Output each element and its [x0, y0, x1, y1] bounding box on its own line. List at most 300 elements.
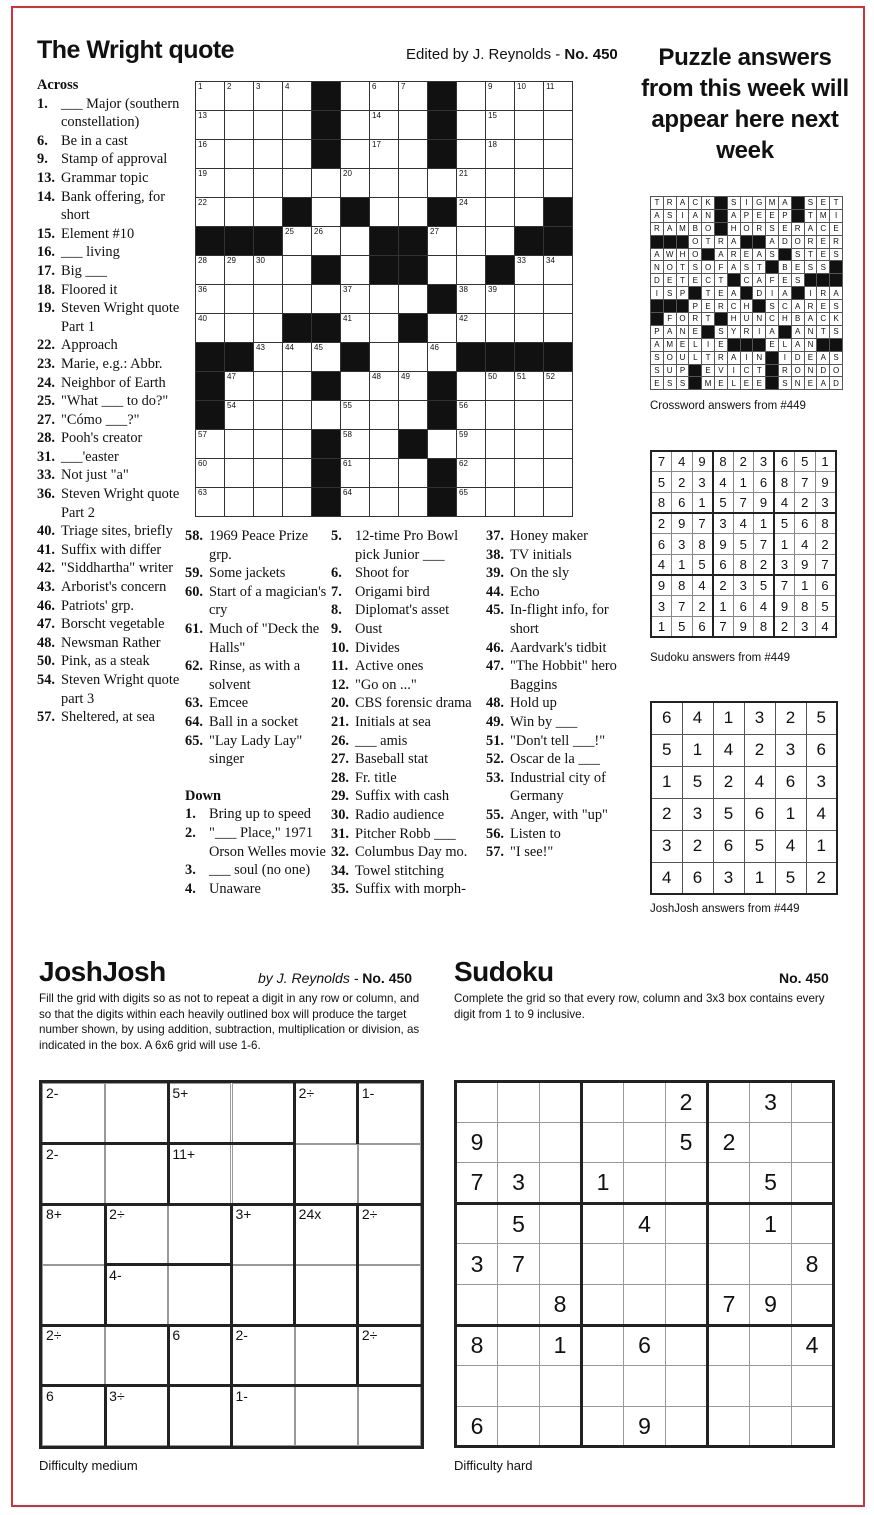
sudoku-answer-cell: 9	[651, 575, 672, 596]
sudoku-cell[interactable]: 4	[792, 1325, 834, 1366]
joshjosh-cell[interactable]	[295, 1386, 358, 1447]
sudoku-cell[interactable]	[582, 1406, 624, 1447]
answer-letter: S	[663, 287, 676, 300]
answer-letter: S	[804, 197, 817, 210]
joshjosh-cell[interactable]	[105, 1144, 168, 1205]
sudoku-cell[interactable]	[540, 1244, 582, 1285]
clue-number: 27.	[37, 411, 55, 428]
clue-text: In-flight info, for short	[510, 602, 609, 637]
sudoku-cell[interactable]: 3	[750, 1082, 792, 1123]
crossword-cell	[399, 401, 428, 430]
answer-letter: I	[676, 209, 689, 222]
joshjosh-cell[interactable]: 6	[42, 1386, 105, 1447]
black-square	[457, 343, 486, 372]
clue	[331, 564, 483, 583]
answer-black-square	[651, 300, 664, 313]
sudoku-cell[interactable]: 8	[540, 1284, 582, 1325]
joshjosh-answer-cell: 3	[713, 862, 744, 894]
joshjosh-cell[interactable]: 1-	[232, 1386, 295, 1447]
sudoku-cell[interactable]: 7	[498, 1244, 540, 1285]
joshjosh-answer-cell: 4	[775, 830, 806, 862]
answer-letter: E	[804, 351, 817, 364]
sudoku-title: Sudoku	[454, 956, 554, 987]
sudoku-cell[interactable]	[498, 1366, 540, 1407]
sudoku-cell[interactable]	[666, 1366, 708, 1407]
crossword-cell	[428, 314, 457, 343]
crossword-cell	[312, 343, 341, 372]
answer-letter: T	[830, 197, 843, 210]
clue-column-4	[486, 527, 626, 862]
crossword-cell	[457, 82, 486, 111]
sudoku-number: No. 450	[779, 970, 829, 986]
joshjosh-answer-cell: 5	[682, 766, 713, 798]
sudoku-cell[interactable]: 7	[708, 1284, 750, 1325]
answer-letter: A	[791, 300, 804, 313]
cell-number: 20	[343, 169, 352, 178]
answer-letter: E	[740, 248, 753, 261]
sudoku-cell[interactable]	[498, 1325, 540, 1366]
crossword-cell	[544, 488, 573, 517]
sudoku-cell[interactable]	[624, 1082, 666, 1123]
clue-text: Ball in a socket	[209, 713, 299, 730]
clue	[486, 546, 626, 565]
cell-number: 13	[198, 111, 207, 120]
sudoku-answer-cell: 3	[692, 472, 713, 493]
sudoku-cell[interactable]	[582, 1325, 624, 1366]
joshjosh-cell[interactable]	[295, 1144, 358, 1205]
sudoku-cell[interactable]	[582, 1244, 624, 1285]
answer-letter: F	[663, 313, 676, 326]
clue-text: Borscht vegetable	[61, 616, 165, 633]
crossword-cell	[486, 488, 515, 517]
answer-black-square	[663, 235, 676, 248]
sudoku-cell[interactable]	[624, 1244, 666, 1285]
clue-number: 15.	[37, 225, 55, 242]
joshjosh-cell[interactable]	[295, 1325, 358, 1386]
sudoku-cell[interactable]	[750, 1406, 792, 1447]
joshjosh-cell[interactable]: 2÷	[358, 1325, 421, 1386]
sudoku-cell[interactable]: 3	[456, 1244, 498, 1285]
crossword-cell	[544, 140, 573, 169]
crossword-cell	[283, 459, 312, 488]
answer-letter: S	[791, 274, 804, 287]
down-list	[185, 805, 329, 898]
crossword-cell	[254, 459, 283, 488]
crossword-cell	[544, 430, 573, 459]
sudoku-answer-cell: 4	[651, 554, 672, 575]
crossword-cell	[196, 169, 225, 198]
joshjosh-cell[interactable]: 1-	[358, 1083, 421, 1144]
joshjosh-cell[interactable]: 2-	[42, 1083, 105, 1144]
joshjosh-cell[interactable]: 3+	[232, 1204, 295, 1265]
sudoku-cell[interactable]	[456, 1203, 498, 1244]
clue	[37, 392, 183, 411]
joshjosh-cell[interactable]: 2÷	[295, 1083, 358, 1144]
cage-border	[356, 1204, 359, 1325]
answer-letter: E	[714, 377, 727, 390]
joshjosh-cell[interactable]	[358, 1386, 421, 1447]
clue-text: Suffix with differ	[61, 541, 162, 558]
sudoku-cell[interactable]: 5	[498, 1203, 540, 1244]
answers-heading: Puzzle answers from this week will appear here next week	[641, 44, 849, 164]
sudoku-cell[interactable]	[582, 1082, 624, 1123]
sudoku-cell[interactable]	[456, 1082, 498, 1123]
clue-number: 60.	[185, 583, 203, 600]
joshjosh-cell[interactable]: 2÷	[358, 1204, 421, 1265]
clue-text: 1969 Peace Prize grp.	[209, 528, 309, 563]
sudoku-cell[interactable]	[708, 1163, 750, 1204]
clue-number: 59.	[185, 565, 203, 582]
clue-number: 11.	[331, 658, 349, 675]
sudoku-cell[interactable]	[624, 1284, 666, 1325]
answer-letter: A	[689, 209, 702, 222]
joshjosh-cell[interactable]: 3÷	[105, 1386, 168, 1447]
crossword-cell	[370, 430, 399, 459]
joshjosh-cell[interactable]	[42, 1265, 105, 1326]
crossword-cell	[225, 82, 254, 111]
crossword-cell	[370, 314, 399, 343]
answer-letter: R	[689, 313, 702, 326]
clue-text: Rinse, as with a solvent	[209, 658, 301, 693]
answer-letter: U	[676, 351, 689, 364]
sudoku-cell[interactable]	[624, 1163, 666, 1204]
sudoku-answer-cell: 7	[713, 617, 734, 638]
answer-letter: I	[702, 338, 715, 351]
clue-text: ___ soul (no one)	[209, 862, 311, 879]
sudoku-cell[interactable]: 4	[624, 1203, 666, 1244]
clue	[37, 615, 183, 634]
joshjosh-title: JoshJosh	[39, 956, 166, 987]
sudoku-cell[interactable]	[708, 1203, 750, 1244]
cell-number: 58	[343, 430, 352, 439]
sudoku-cell[interactable]: 7	[456, 1163, 498, 1204]
joshjosh-cell[interactable]: 24x	[295, 1204, 358, 1265]
sudoku-answer-cell: 4	[672, 451, 693, 472]
sudoku-cell[interactable]	[792, 1366, 834, 1407]
clue	[331, 657, 483, 676]
sudoku-cell[interactable]: 6	[624, 1325, 666, 1366]
sudoku-cell[interactable]	[792, 1284, 834, 1325]
clue-number: 12.	[331, 676, 349, 693]
sudoku-cell[interactable]	[540, 1366, 582, 1407]
sudoku-cell[interactable]	[624, 1366, 666, 1407]
clue-text: 12-time Pro Bowl pick Junior ___	[355, 528, 459, 563]
joshjosh-cell[interactable]: 8+	[42, 1204, 105, 1265]
answer-letter: F	[766, 274, 779, 287]
clue-text: Bring up to speed	[209, 806, 311, 823]
sudoku-cell[interactable]	[582, 1366, 624, 1407]
answer-letter: E	[778, 274, 791, 287]
joshjosh-answer-cell: 2	[682, 830, 713, 862]
sudoku-cell[interactable]: 5	[750, 1163, 792, 1204]
black-square	[312, 256, 341, 285]
answer-letter: I	[804, 287, 817, 300]
crossword-cell	[196, 459, 225, 488]
cell-number: 15	[488, 111, 497, 120]
sudoku-answer-cell: 8	[774, 472, 795, 493]
sudoku-cell[interactable]: 9	[624, 1406, 666, 1447]
black-square	[428, 401, 457, 430]
answer-letter: R	[804, 235, 817, 248]
answer-letter: E	[676, 338, 689, 351]
clue-text: "Go on ..."	[355, 676, 417, 693]
cell-number: 62	[459, 459, 468, 468]
crossword-cell	[225, 314, 254, 343]
clue-number: 50.	[37, 653, 55, 670]
clue-text: ___ amis	[355, 732, 408, 749]
answer-letter: S	[676, 377, 689, 390]
clue-number: 10.	[331, 639, 349, 656]
sudoku-cell[interactable]	[498, 1406, 540, 1447]
joshjosh-cell[interactable]: 6	[168, 1325, 231, 1386]
sudoku-cell[interactable]	[750, 1366, 792, 1407]
sudoku-cell[interactable]	[792, 1203, 834, 1244]
sudoku-cell[interactable]	[666, 1203, 708, 1244]
sudoku-cell[interactable]: 8	[456, 1325, 498, 1366]
sudoku-cell[interactable]	[792, 1406, 834, 1447]
joshjosh-cell[interactable]	[358, 1265, 421, 1326]
joshjosh-cell[interactable]	[168, 1265, 231, 1326]
sudoku-cell[interactable]	[708, 1406, 750, 1447]
crossword-cell	[457, 111, 486, 140]
clue	[37, 355, 183, 374]
clue	[37, 262, 183, 281]
sudoku-cell[interactable]	[540, 1082, 582, 1123]
answer-black-square	[817, 274, 830, 287]
crossword-cell	[428, 343, 457, 372]
sudoku-cell[interactable]	[792, 1163, 834, 1204]
sudoku-cell[interactable]	[750, 1325, 792, 1366]
joshjosh-cell[interactable]	[168, 1204, 231, 1265]
clue-number: 55.	[486, 806, 504, 823]
sudoku-cell[interactable]: 1	[540, 1325, 582, 1366]
joshjosh-cell[interactable]	[105, 1325, 168, 1386]
crossword-cell	[312, 198, 341, 227]
sudoku-cell[interactable]	[792, 1122, 834, 1163]
joshjosh-answer-cell: 3	[744, 702, 775, 734]
sudoku-cell[interactable]	[624, 1122, 666, 1163]
sudoku-cell[interactable]	[498, 1284, 540, 1325]
sudoku-cell[interactable]	[708, 1325, 750, 1366]
joshjosh-cell[interactable]	[168, 1386, 231, 1447]
clue-number: 38.	[486, 546, 504, 563]
sudoku-answer-cell: 6	[754, 472, 775, 493]
sudoku-cell[interactable]: 2	[666, 1082, 708, 1123]
joshjosh-cell[interactable]: 11+	[168, 1144, 231, 1205]
joshjosh-cell[interactable]: 2-	[42, 1144, 105, 1205]
sudoku-cell[interactable]	[540, 1406, 582, 1447]
clue-text: "Cómo ___?"	[61, 411, 140, 428]
cell-number: 50	[488, 372, 497, 381]
clue-number: 54.	[37, 672, 55, 688]
sudoku-cell[interactable]: 9	[750, 1284, 792, 1325]
clue-text: Hold up	[510, 695, 557, 712]
clue-number: 3.	[185, 862, 196, 879]
sudoku-cell[interactable]	[540, 1122, 582, 1163]
answer-letter: U	[740, 313, 753, 326]
clue	[37, 225, 183, 244]
sudoku-answer-cell: 5	[672, 617, 693, 638]
answer-letter: A	[791, 338, 804, 351]
answer-letter: H	[676, 248, 689, 261]
answer-letter: P	[676, 364, 689, 377]
joshjosh-cell[interactable]: 2÷	[42, 1325, 105, 1386]
clue	[486, 843, 626, 862]
sudoku-cell[interactable]	[582, 1284, 624, 1325]
crossword-cell	[428, 256, 457, 285]
black-square	[341, 343, 370, 372]
clue	[37, 448, 183, 467]
answer-letter: L	[689, 338, 702, 351]
clue-text: Anger, with "up"	[510, 806, 608, 823]
sudoku-cell[interactable]	[498, 1082, 540, 1123]
cage-border	[168, 1142, 294, 1145]
joshjosh-cell[interactable]	[105, 1083, 168, 1144]
sudoku-cell[interactable]	[708, 1244, 750, 1285]
crossword-cell	[225, 401, 254, 430]
joshjosh-answers-grid	[650, 701, 838, 895]
clue-number: 65.	[185, 732, 203, 749]
clue	[331, 825, 483, 844]
answer-letter: S	[740, 261, 753, 274]
crossword-cell	[341, 459, 370, 488]
clue-number: 64.	[185, 713, 203, 730]
clue-number: 22.	[37, 337, 55, 354]
answer-letter: T	[702, 235, 715, 248]
sudoku-answer-cell: 5	[713, 492, 734, 513]
sudoku-answer-cell: 8	[672, 575, 693, 596]
clue-text: Towel stitching	[355, 862, 444, 879]
black-square	[428, 488, 457, 517]
sudoku-answer-cell: 9	[672, 513, 693, 534]
sudoku-cell[interactable]	[666, 1325, 708, 1366]
sudoku-cell[interactable]	[582, 1122, 624, 1163]
crossword-cell	[544, 256, 573, 285]
clue-number: 43.	[37, 579, 55, 596]
sudoku-cell[interactable]: 3	[498, 1163, 540, 1204]
sudoku-cell[interactable]: 5	[666, 1122, 708, 1163]
sudoku-cell[interactable]: 2	[708, 1122, 750, 1163]
sudoku-cell[interactable]	[540, 1163, 582, 1204]
crossword-cell	[544, 82, 573, 111]
sudoku-cell[interactable]	[456, 1284, 498, 1325]
crossword-cell	[515, 111, 544, 140]
crossword-cell	[457, 459, 486, 488]
crossword-cell	[225, 459, 254, 488]
sudoku-cell[interactable]: 1	[582, 1163, 624, 1204]
sudoku-cell[interactable]	[498, 1122, 540, 1163]
sudoku-answer-cell: 1	[713, 596, 734, 617]
joshjosh-answers-caption: JoshJosh answers from #449	[650, 903, 800, 915]
sudoku-answer-cell: 7	[692, 513, 713, 534]
sudoku-cell[interactable]	[666, 1163, 708, 1204]
sudoku-cell[interactable]	[666, 1244, 708, 1285]
clue-number: 57.	[37, 709, 55, 726]
joshjosh-cell[interactable]: 2-	[232, 1325, 295, 1386]
joshjosh-cell[interactable]: 5+	[168, 1083, 231, 1144]
answer-letter: H	[727, 222, 740, 235]
black-square	[254, 227, 283, 256]
answer-letter: S	[804, 261, 817, 274]
sudoku-cell[interactable]	[540, 1203, 582, 1244]
answer-letter: M	[766, 197, 779, 210]
answer-letter: A	[727, 209, 740, 222]
black-square	[312, 372, 341, 401]
answer-black-square	[676, 235, 689, 248]
joshjosh-cell[interactable]	[232, 1265, 295, 1326]
cell-number: 25	[285, 227, 294, 236]
clue-text: Shoot for	[355, 565, 409, 582]
answer-letter: D	[753, 287, 766, 300]
black-square	[515, 227, 544, 256]
sudoku-cell[interactable]: 8	[792, 1244, 834, 1285]
joshjosh-cell[interactable]	[232, 1144, 295, 1205]
joshjosh-cell[interactable]	[295, 1265, 358, 1326]
joshjosh-cell[interactable]: 4-	[105, 1265, 168, 1326]
sudoku-cell[interactable]	[456, 1366, 498, 1407]
sudoku-cell[interactable]	[750, 1122, 792, 1163]
clue	[185, 732, 329, 769]
clue	[37, 188, 183, 225]
sudoku-cell[interactable]: 6	[456, 1406, 498, 1447]
joshjosh-cell[interactable]	[358, 1144, 421, 1205]
clue-text: Active ones	[355, 658, 424, 675]
answer-black-square	[740, 338, 753, 351]
crossword-cell	[370, 140, 399, 169]
answer-letter: A	[663, 222, 676, 235]
sudoku-cell[interactable]: 1	[750, 1203, 792, 1244]
clue	[185, 564, 329, 583]
clue	[486, 694, 626, 713]
answer-letter: R	[651, 222, 664, 235]
joshjosh-cell[interactable]	[232, 1083, 295, 1144]
sudoku-cell[interactable]	[666, 1284, 708, 1325]
cage-border	[42, 1384, 105, 1387]
joshjosh-answer-cell: 2	[744, 734, 775, 766]
sudoku-answer-cell: 3	[815, 492, 836, 513]
clue-number: 25.	[37, 393, 55, 410]
clue-number: 53.	[486, 769, 504, 786]
black-square	[515, 343, 544, 372]
crossword-cell	[196, 488, 225, 517]
answer-letter: R	[727, 248, 740, 261]
joshjosh-cell[interactable]: 2÷	[105, 1204, 168, 1265]
clue-number: 20.	[331, 695, 349, 712]
joshjosh-answer-cell: 1	[775, 798, 806, 830]
answer-letter: M	[663, 338, 676, 351]
answer-letter: A	[766, 325, 779, 338]
sudoku-cell[interactable]	[708, 1082, 750, 1123]
joshjosh-answer-cell: 6	[651, 702, 682, 734]
sudoku-cell[interactable]	[792, 1082, 834, 1123]
sudoku-answer-cell: 5	[733, 534, 754, 555]
clue	[37, 634, 183, 653]
sudoku-cell[interactable]	[582, 1203, 624, 1244]
clue-number: 14.	[37, 188, 55, 205]
crossword-cell	[196, 256, 225, 285]
clue-number: 4.	[185, 880, 196, 897]
answer-letter: O	[791, 364, 804, 377]
sudoku-cell[interactable]: 9	[456, 1122, 498, 1163]
clue-text: CBS forensic drama	[355, 695, 472, 712]
sudoku-cell[interactable]	[750, 1244, 792, 1285]
clue	[331, 713, 483, 732]
sudoku-cell[interactable]	[708, 1366, 750, 1407]
sudoku-cell[interactable]	[666, 1406, 708, 1447]
crossword-cell	[283, 256, 312, 285]
clue	[37, 578, 183, 597]
clue	[185, 805, 329, 824]
